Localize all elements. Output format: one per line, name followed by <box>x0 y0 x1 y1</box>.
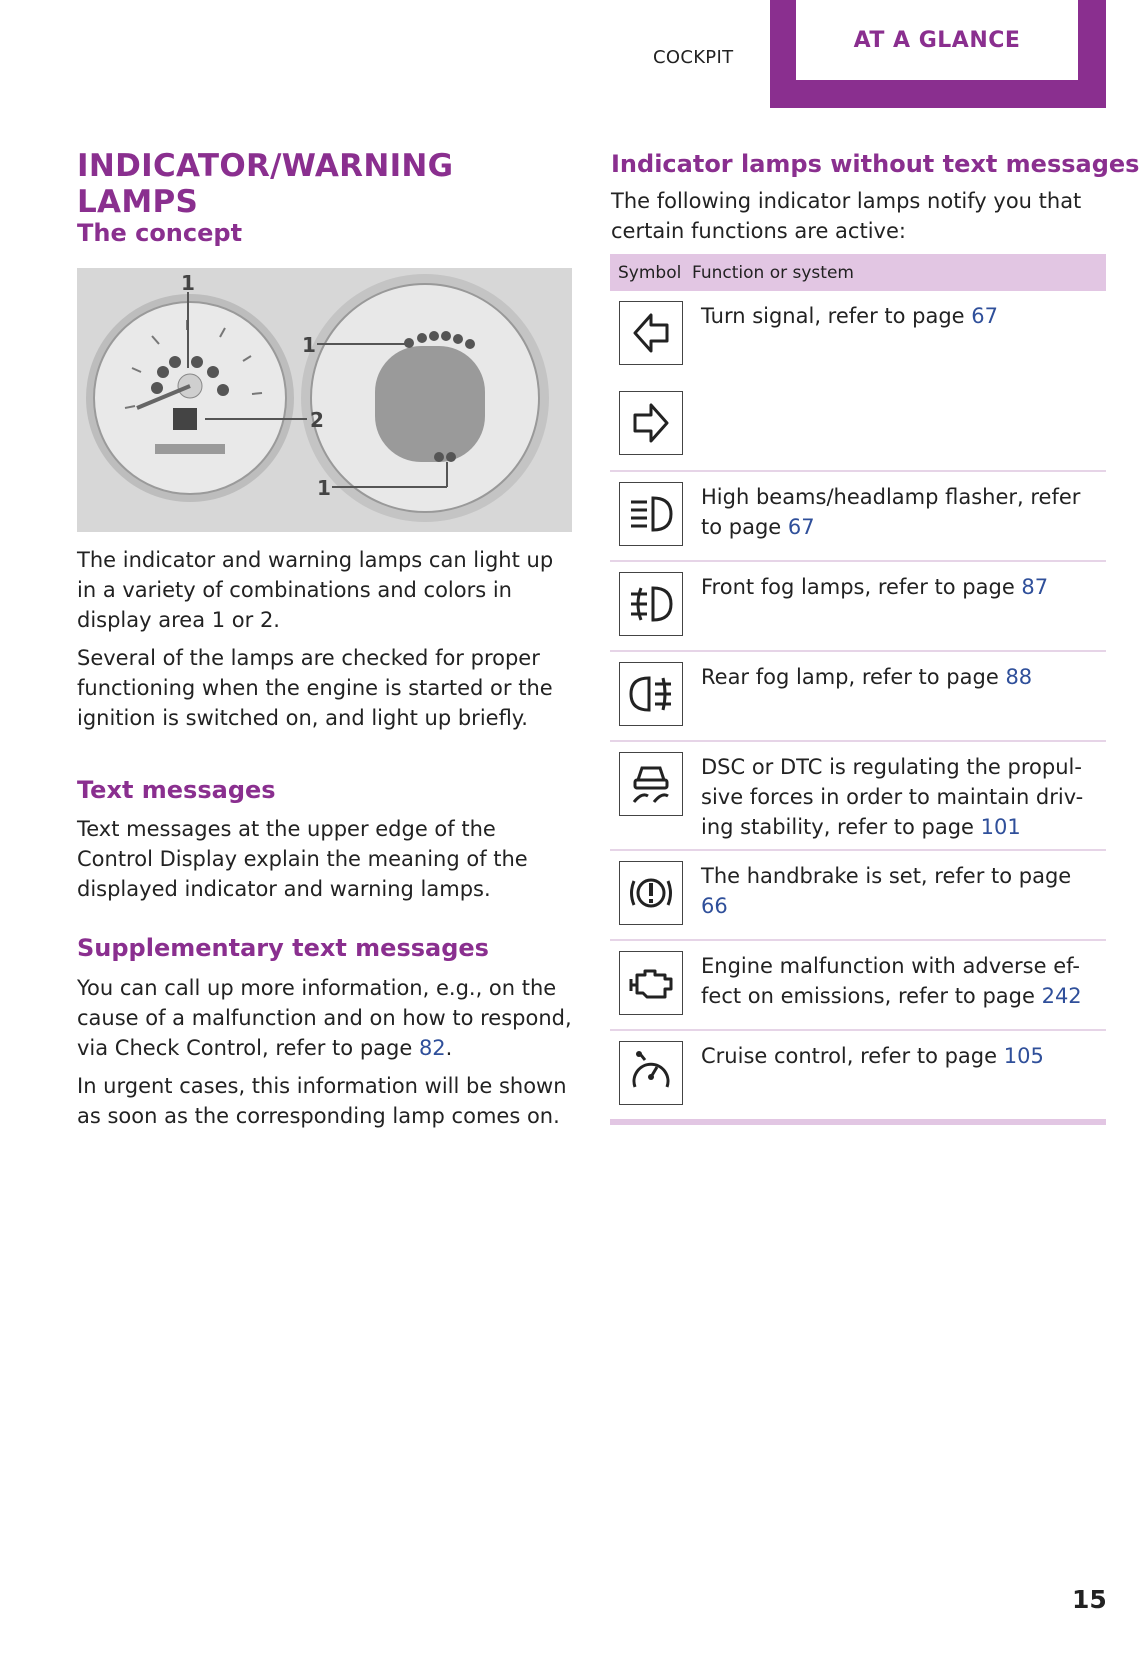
table-row <box>610 652 1106 742</box>
turn-signal-right-icon <box>619 391 683 455</box>
callout-1-middle: 1 <box>302 333 316 357</box>
table-row <box>610 472 1106 562</box>
table-row <box>610 562 1106 652</box>
supplementary-paragraph-1 <box>77 973 577 1063</box>
engine-malfunction-icon <box>619 951 683 1015</box>
concept-paragraph-2: Several of the lamps are checked for proper functioning when the engine is started or the ignition is switched on, and light up briefly. <box>77 646 553 730</box>
section-label: COCKPIT <box>653 47 734 68</box>
table-header <box>610 254 1106 291</box>
row-description: High beams/headlamp flasher, refer to page <box>701 485 1081 539</box>
row-description: Turn signal, refer to page <box>701 304 972 328</box>
indicator-lamps-heading: Indicator lamps without text messages <box>611 150 1140 178</box>
dsc-icon <box>619 752 683 816</box>
instrument-cluster-figure <box>77 268 572 532</box>
row-description: Cruise control, refer to page <box>701 1044 1004 1068</box>
supplementary-heading: Supplementary text messages <box>77 934 489 962</box>
column-function: Function or system <box>692 262 854 283</box>
supplementary-period: . <box>445 1036 453 1060</box>
indicator-lamps-intro: The following indicator lamps notify you that certain functions are active: <box>611 189 1082 243</box>
handbrake-icon <box>619 861 683 925</box>
callout-1-bottom: 1 <box>317 476 331 500</box>
turn-signal-left-icon <box>619 301 683 365</box>
row-text <box>701 301 1091 331</box>
page-number: 15 <box>1072 1585 1107 1614</box>
row-text <box>701 572 1091 602</box>
row-description: The handbrake is set, refer to page <box>701 864 1072 888</box>
row-description: Front fog lamps, refer to page <box>701 575 1022 599</box>
page-link[interactable]: 67 <box>787 515 815 539</box>
row-description: DSC or DTC is regulating the propul-sive forces in order to maintain driv-ing stability, refer to page <box>701 755 1084 839</box>
table-row <box>610 1031 1106 1119</box>
supplementary-paragraph-2: In urgent cases, this information will be shown as soon as the corresponding lamp comes on. <box>77 1074 567 1128</box>
row-description: Engine malfunction with adverse ef-fect on emissions, refer to page <box>701 954 1080 1008</box>
chapter-tab-label: AT A GLANCE <box>796 0 1078 80</box>
page-link-82[interactable]: 82 <box>418 1036 446 1060</box>
supplementary-text: You can call up more information, e.g., on the cause of a malfunction and on how to respond, via Check Control, refer to page <box>77 976 572 1060</box>
cruise-control-icon <box>619 1041 683 1105</box>
row-text <box>701 951 1091 1011</box>
page-link[interactable]: 66 <box>701 894 728 918</box>
page-link[interactable]: 101 <box>980 815 1021 839</box>
text-messages-heading: Text messages <box>77 776 276 804</box>
table-row <box>610 291 1106 472</box>
page-link[interactable]: 88 <box>1005 665 1033 689</box>
concept-paragraph-1: The indicator and warning lamps can light up in a variety of combinations and colors in display area 1 or 2. <box>77 548 554 632</box>
row-text <box>701 662 1091 692</box>
front-fog-lamp-icon <box>619 572 683 636</box>
table-row <box>610 941 1106 1031</box>
table-bottom-rule <box>610 1119 1106 1125</box>
row-text <box>701 1041 1091 1071</box>
column-symbol: Symbol <box>618 262 682 283</box>
page-link[interactable]: 67 <box>971 304 998 328</box>
instrument-cluster-illustration <box>77 268 572 532</box>
rear-fog-lamp-icon <box>619 662 683 726</box>
table-row <box>610 851 1106 941</box>
row-text <box>701 752 1091 842</box>
page-title: INDICATOR/WARNING LAMPS <box>77 148 454 220</box>
table-row <box>610 742 1106 851</box>
row-text <box>701 482 1091 542</box>
callout-2: 2 <box>310 408 324 432</box>
text-messages-paragraph: Text messages at the upper edge of the Control Display explain the meaning of the displayed indicator and warning lamps. <box>77 817 528 901</box>
indicator-lamps-table <box>610 254 1106 1125</box>
callout-1-top: 1 <box>181 271 195 295</box>
high-beam-icon <box>619 482 683 546</box>
row-description: Rear fog lamp, refer to page <box>701 665 1006 689</box>
page-link[interactable]: 105 <box>1003 1044 1044 1068</box>
page-link[interactable]: 87 <box>1021 575 1049 599</box>
concept-heading: The concept <box>77 219 243 247</box>
row-text <box>701 861 1091 921</box>
page-link[interactable]: 242 <box>1041 984 1082 1008</box>
